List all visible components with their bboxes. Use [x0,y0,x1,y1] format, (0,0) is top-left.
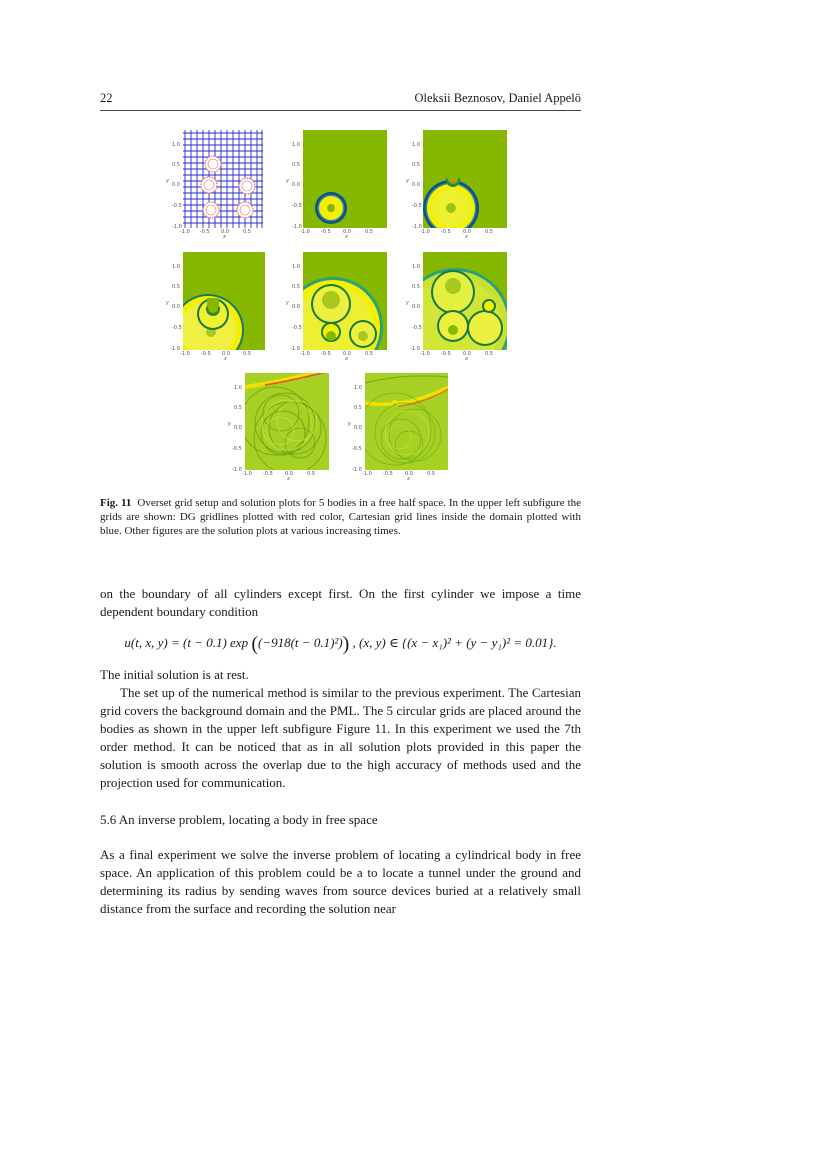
section-heading: 5.6 An inverse problem, locating a body in free space [100,812,378,827]
x-axis-label: x [407,476,410,482]
xtick: -1.0 [420,351,430,357]
subplot-grid-setup [166,128,270,240]
subplot-solution-t2 [406,128,510,240]
xtick: -0.5 [383,471,393,477]
ytick: -1.0 [170,346,180,352]
ytick: 0.5 [412,162,420,168]
figure-11 [0,0,827,490]
ytick: 0.5 [234,405,242,411]
xtick: 0.5 [485,351,493,357]
xtick: -0.5 [263,471,273,477]
ytick: 1.0 [292,264,300,270]
plot-area [303,252,387,350]
y-axis-label: y [166,300,169,306]
solution-field-graphic [245,373,329,470]
plot-area [183,130,263,228]
x-axis-label: x [287,476,290,482]
ytick: 0.5 [292,284,300,290]
xtick: -1.0 [180,351,190,357]
ytick: 1.0 [172,264,180,270]
equation-domain: , (x, y) ∈ {(x − x₁)² + (y − y₁)² = 0.01}. [352,635,557,650]
xtick: 0.5 [365,229,373,235]
xtick: 0.5 [427,471,435,477]
y-axis-label: y [406,178,409,184]
ytick: 0.5 [412,284,420,290]
paragraph: The set up of the numerical method is similar to the previous experiment. The Cartesian grid covers the background domain and the PML. The 5 circular grids are placed around the bodies as shown in the upper left subfigure Figure 11. In this experiment we used the 7th order method. It can be noticed that as in all solution plots provided in this paper the solution is smooth across the overlap due to the high accuracy of methods used and the projection used for communication. [100,685,581,790]
x-axis-label: x [345,356,348,362]
xtick: 0.0 [405,471,413,477]
xtick: -0.5 [441,229,451,235]
xtick: 0.0 [222,351,230,357]
ytick: 0.0 [172,182,180,188]
ytick: 0.5 [172,162,180,168]
ytick: 0.0 [292,304,300,310]
subplot-solution-t4 [286,250,390,362]
x-axis-label: x [224,356,227,362]
y-axis-label: y [406,300,409,306]
ytick: -0.5 [412,325,422,331]
plot-area [365,373,448,470]
xtick: -1.0 [300,351,310,357]
caption-text: Overset grid setup and solution plots for 5 bodies in a free half space. In the upper left subfigure the grids are shown: DG gridlines plotted with red color, Cartesian grid lines inside the domain plotted with blue. Other figures are the solution plots at various increasing times. [100,497,582,537]
ytick: 0.0 [354,425,362,431]
ytick: -1.0 [172,224,182,230]
plot-area [423,130,507,228]
plot-area [303,130,387,228]
ytick: 0.0 [172,304,180,310]
xtick: 0.5 [365,351,373,357]
solution-field-graphic [423,130,507,228]
ytick: 0.5 [292,162,300,168]
xtick: 0.5 [243,351,251,357]
ytick: -0.5 [172,325,182,331]
plot-area [423,252,507,350]
xtick: -1.0 [420,229,430,235]
page-number: 22 [100,91,113,105]
xtick: -0.5 [321,351,331,357]
equation: u(t, x, y) = (t − 0.1) exp ((−918(t − 0.1)²)) , (x, y) ∈ {(x − x₁)² + (y − y₁)² = 0.01}. [124,633,557,655]
plot-area [245,373,329,470]
xtick: -0.5 [201,351,211,357]
solution-field-graphic [183,252,265,350]
xtick: -1.0 [362,471,372,477]
subplot-solution-t3 [166,250,270,362]
ytick: -0.5 [292,203,302,209]
y-axis-label: y [286,300,289,306]
figure-caption [100,496,581,538]
subplot-solution-t6 [228,371,332,483]
xtick: -0.5 [321,229,331,235]
subplot-solution-t7 [348,371,452,483]
ytick: 0.0 [412,304,420,310]
ytick: 1.0 [172,142,180,148]
ytick: -1.0 [232,467,242,473]
y-axis-label: y [348,421,351,427]
ytick: -1.0 [290,346,300,352]
paragraph: on the boundary of all cylinders except first. On the first cylinder we impose a time dependent boundary condition [100,586,581,619]
xtick: 0.0 [285,471,293,477]
ytick: 1.0 [292,142,300,148]
ytick: -1.0 [410,346,420,352]
xtick: 0.0 [343,351,351,357]
ytick: 0.0 [234,425,242,431]
paragraph: As a final experiment we solve the inverse problem of locating a cylindrical body in free space. An application of this problem could be a to locate a tunnel under the ground and determining its radius by sending waves from source devices buried at a relatively small distance from the surface and recording the solution near [100,847,581,916]
figure-label: Fig. 11 [100,497,132,509]
solution-field-graphic [365,373,448,470]
subplot-solution-t1 [286,128,390,240]
grid-lines-graphic [183,130,263,228]
xtick: 0.0 [463,229,471,235]
running-header-authors: Oleksii Beznosov, Daniel Appelö [414,91,581,105]
ytick: 1.0 [412,142,420,148]
xtick: 0.5 [307,471,315,477]
ytick: -1.0 [352,467,362,473]
xtick: -0.5 [441,351,451,357]
ytick: -0.5 [292,325,302,331]
x-axis-label: x [345,234,348,240]
equation-lhs: u(t, x, y) = (t − 0.1) exp [124,635,249,650]
solution-field-graphic [303,252,387,350]
xtick: -1.0 [242,471,252,477]
ytick: 1.0 [234,385,242,391]
xtick: 0.5 [243,229,251,235]
ytick: 0.5 [172,284,180,290]
ytick: -0.5 [172,203,182,209]
xtick: -1.0 [180,229,190,235]
xtick: -0.5 [200,229,210,235]
x-axis-label: x [223,234,226,240]
ytick: -0.5 [412,203,422,209]
plot-area [183,252,265,350]
solution-field-graphic [423,252,507,350]
y-axis-label: y [228,421,231,427]
ytick: -0.5 [232,446,242,452]
solution-field-graphic [303,130,387,228]
ytick: -1.0 [292,224,302,230]
xtick: 0.0 [343,229,351,235]
paragraph: The initial solution is at rest. [100,667,249,682]
equation-argument: (−918(t − 0.1)²) [258,635,343,650]
xtick: 0.0 [221,229,229,235]
x-axis-label: x [465,234,468,240]
y-axis-label: y [286,178,289,184]
xtick: -1.0 [300,229,310,235]
xtick: 0.0 [463,351,471,357]
ytick: -0.5 [352,446,362,452]
ytick: -1.0 [412,224,422,230]
ytick: 0.0 [412,182,420,188]
subplot-solution-t5 [406,250,510,362]
ytick: 0.0 [292,182,300,188]
ytick: 1.0 [354,385,362,391]
ytick: 0.5 [354,405,362,411]
xtick: 0.5 [485,229,493,235]
y-axis-label: y [166,178,169,184]
x-axis-label: x [465,356,468,362]
ytick: 1.0 [412,264,420,270]
